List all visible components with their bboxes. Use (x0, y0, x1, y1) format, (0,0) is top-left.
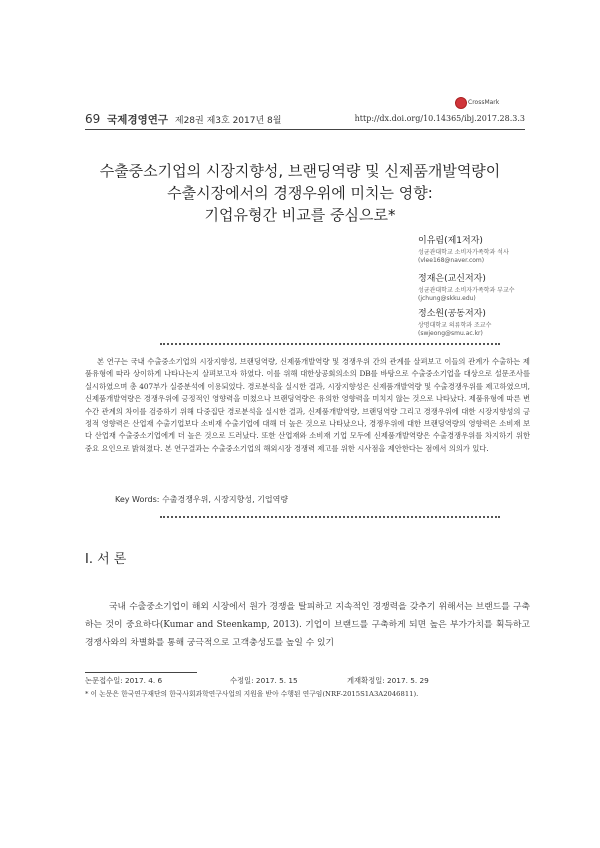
author-block (418, 306, 558, 337)
abstract-bottom-rule (160, 516, 500, 518)
crossmark-icon (455, 97, 467, 109)
page-number: 69 (85, 112, 101, 126)
section-heading: Ⅰ. 서 론 (85, 552, 127, 567)
author-email[interactable]: (jchung@skku.edu) (418, 295, 476, 302)
author-block (418, 233, 558, 264)
crossmark-logo[interactable] (455, 97, 515, 109)
abstract-top-rule (160, 343, 500, 345)
doi-link[interactable]: http://dx.doi.org/10.14365/ibj.2017.28.3.3 (354, 114, 525, 123)
abstract-text: 본 연구는 국내 수출중소기업의 시장지향성, 브랜딩역량, 신제품개발역량 및 경쟁우위 간의 관계를 살펴보고 이들의 관계가 수출하는 제품유형에 따라 상이하게 나타나는지 살펴보고자 하였다. 이를 위해 대한상공회의소의 DB를 바탕으로 수출중소기업을 대상으로 설문조사를 실시하였으며 총 407부가 실증분석에 이용되었다. 경로분석을 실시한 결과, 시장지향성은 신제품개발역량 및 수출경쟁우위를 제고하였으며, 신제품개발역량은 경쟁우위에 긍정적인 영향력을 미쳤으나 브랜딩역량은 유의한 영향력을 미치지 않는 것으로 나타났다. 제품유형에 따른 변수간 관계의 차이를 검증하기 위해 다중집단 경로분석을 실시한 결과, 신제품개발역량, 브랜딩역량 그리고 경쟁우위에 대한 시장지향성의 긍정적 영향력은 산업재 수출기업보다 소비재 수출기업에 대해 더 높은 것으로 나타났으나, 경쟁우위에 대한 브랜딩역량의 영향력은 소비재 보다 산업재 수출중소기업에게 더 높은 것으로 드러났다. 또한 산업재와 소비재 기업 모두에 신제품개발역량은 수출경쟁우위를 차지하기 위한 중요 요인으로 밝혀졌다. 본 연구결과는 수출중소기업의 해외시장 경쟁력 제고를 위한 시사점을 제안한다는 점에서 의의가 있다. (85, 357, 530, 453)
volume-info: 제28권 제3호 2017년 8월 (174, 116, 282, 126)
footnote-rule (85, 672, 197, 673)
journal-name: 국제경영연구 (107, 114, 169, 126)
funding-note: * 이 논문은 한국연구재단의 한국사회과학연구사업의 지원을 받아 수행된 연구임(NRF-2015S1A3A2046811). (85, 690, 419, 698)
accepted-date: 게재확정일: 2017. 5. 29 (347, 676, 429, 685)
paper-title-line-1: 수출중소기업의 시장지향성, 브랜딩역량 및 신제품개발역량이 (99, 162, 501, 180)
author-affiliation: 성균관대학교 소비자가족학과 석사 (418, 249, 509, 256)
author-name: 이유림(제1저자) (418, 236, 483, 246)
author-name: 정소원(공동저자) (418, 309, 486, 319)
running-header (85, 112, 525, 128)
author-email[interactable]: (swjeong@smu.ac.kr) (418, 330, 483, 337)
header-rule (85, 129, 525, 130)
paper-title-line-2: 수출시장에서의 경쟁우위에 미치는 영향: (167, 184, 433, 202)
body-paragraph: 국내 수출중소기업이 해외 시장에서 원가 경쟁을 탈피하고 지속적인 경쟁력을 갖추기 위해서는 브랜드를 구축하는 것이 중요하다(Kumar and Steenkamp, 2013). 기업이 브랜드를 구축하게 되면 높은 부가가치를 획득하고 경쟁사와의 차별화를 통해 궁극적으로 고객충성도를 높일 수 있기 (85, 602, 530, 648)
paper-title-line-3: 기업유형간 비교를 중심으로* (204, 206, 396, 224)
revised-date: 수정일: 2017. 5. 15 (230, 676, 298, 685)
author-affiliation: 성균관대학교 소비자가족학과 부교수 (418, 287, 515, 294)
author-affiliation: 상명대학교 의류학과 조교수 (418, 322, 492, 329)
crossmark-label: CrossMark (468, 99, 500, 106)
submitted-date: 논문접수일: 2017. 4. 6 (85, 676, 163, 685)
author-name: 정재은(교신저자) (418, 274, 486, 284)
author-block (418, 271, 558, 302)
keywords: Key Words: 수출경쟁우위, 시장지향성, 기업역량 (115, 495, 289, 504)
author-email[interactable]: (vlee168@naver.com) (418, 257, 485, 264)
